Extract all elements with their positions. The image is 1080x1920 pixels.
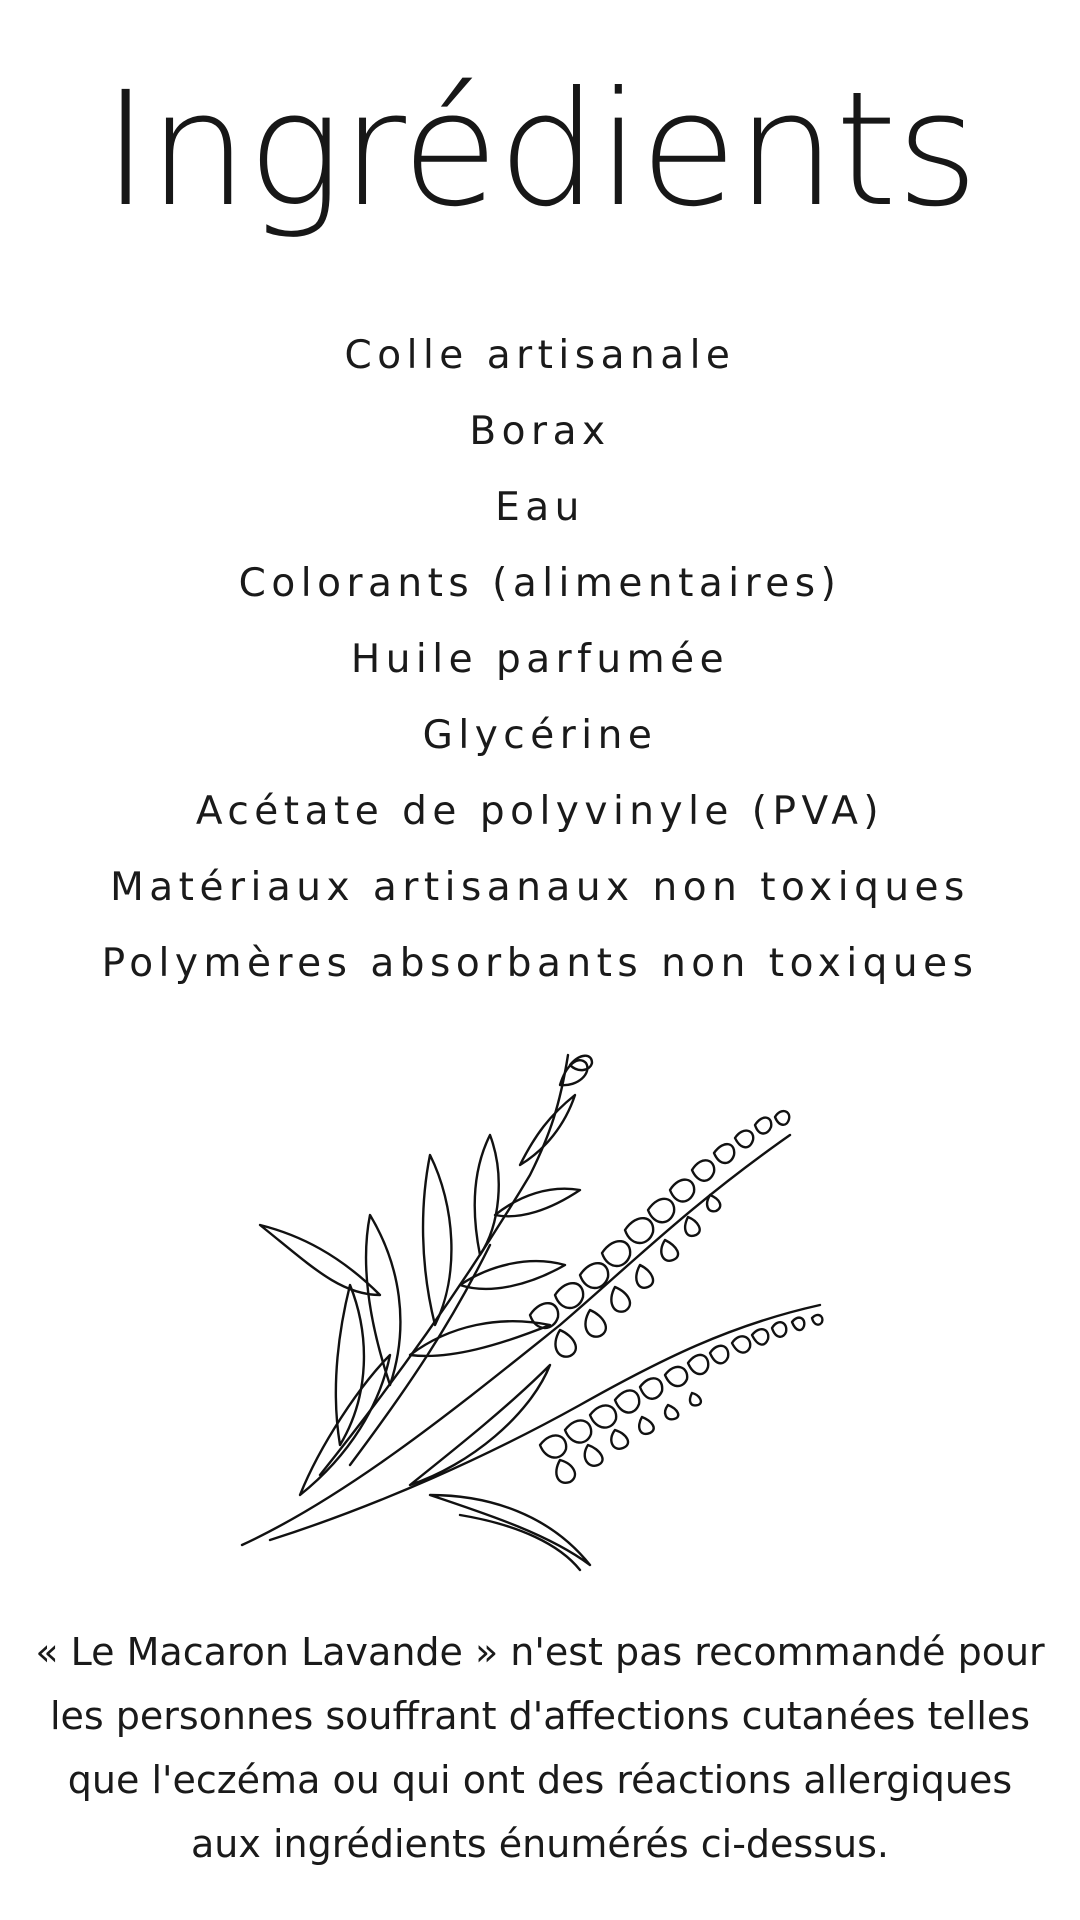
ingredient-item: Eau (495, 485, 585, 530)
ingredients-list (0, 318, 1080, 1002)
ingredient-item: Colle artisanale (344, 333, 736, 378)
ingredient-item: Matériaux artisanaux non toxiques (110, 865, 970, 910)
ingredient-item: Huile parfumée (350, 637, 730, 682)
ingredient-item: Colorants (alimentaires) (238, 561, 842, 606)
lavender-sprig-illustration (230, 1025, 850, 1595)
lavender-icon (230, 1025, 850, 1595)
page-title: Ingrédients (102, 58, 978, 242)
ingredient-item: Acétate de polyvinyle (PVA) (195, 789, 885, 834)
ingredient-item: Glycérine (422, 713, 658, 758)
ingredient-item: Borax (469, 409, 611, 454)
ingredient-item: Polymères absorbants non toxiques (101, 941, 979, 986)
allergy-warning: « Le Macaron Lavande » n'est pas recommandé pour les personnes souffrant d'affections cutanées telles que l'eczéma ou qui ont des réactions allergiques aux ingrédients énumérés ci-dessus. (35, 1630, 1045, 1866)
